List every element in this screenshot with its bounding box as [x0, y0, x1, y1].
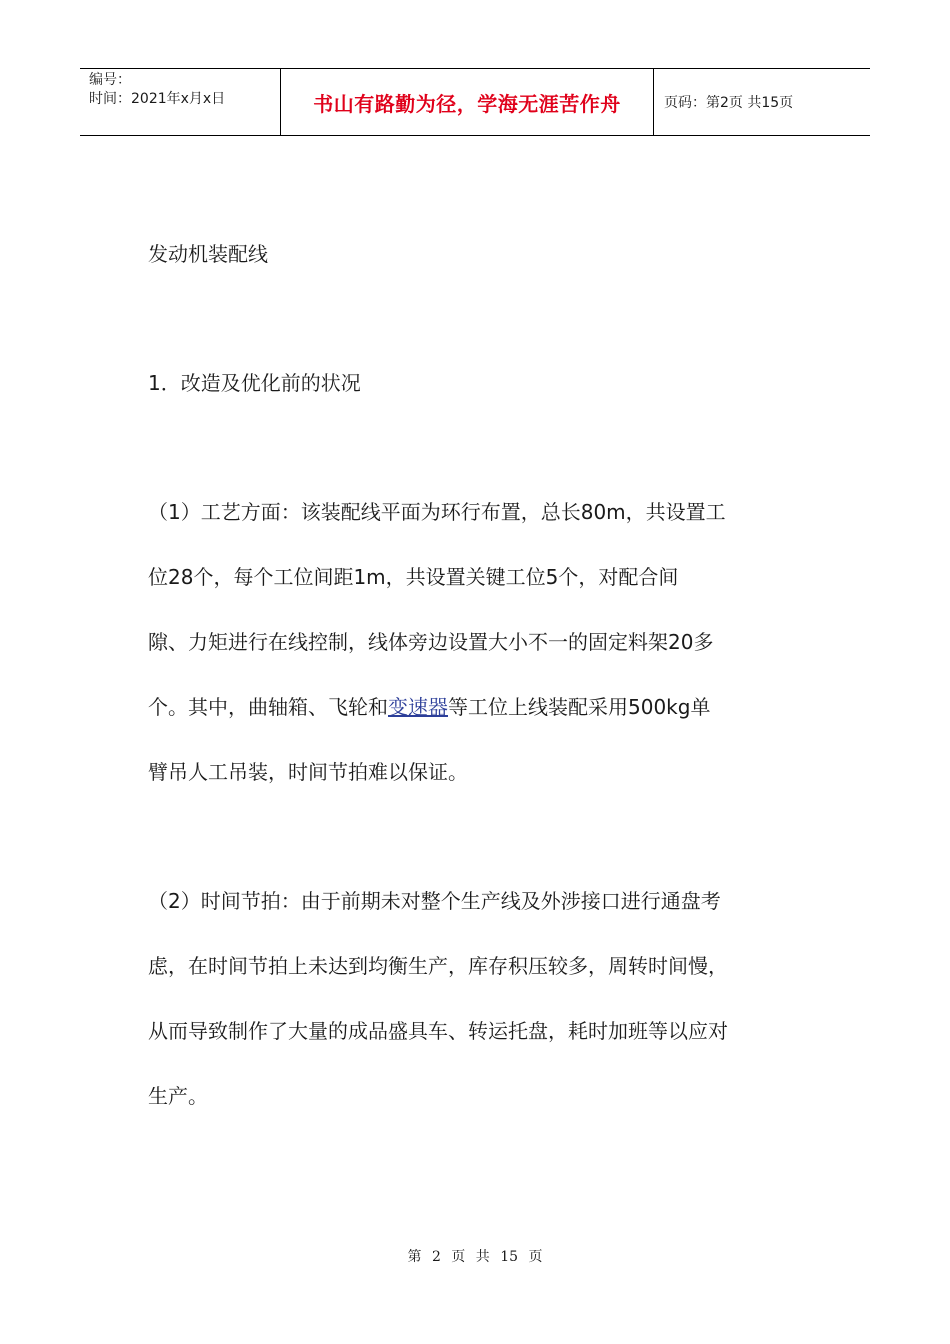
header-meta-cell: [80, 69, 281, 135]
paragraph-2-line-1: （2）时间节拍：由于前期未对整个生产线及外涉接口进行通盘考: [148, 889, 721, 913]
paragraph-2-line-4: 生产。: [148, 1084, 208, 1108]
header-page-info: 页码：第2页 共15页: [664, 95, 794, 111]
section-title: 发动机装配线: [148, 242, 268, 266]
paragraph-1-line-4-end: 等工位上线装配采用500kg单: [448, 695, 711, 719]
document-date: 时间：2021年x月x日: [89, 91, 226, 107]
header-motto-cell: [281, 69, 654, 135]
paragraph-1-line-2: 位28个，每个工位间距1m，共设置关键工位5个，对配合间: [148, 565, 679, 589]
paragraph-2-line-2: 虑，在时间节拍上未达到均衡生产，库存积压较多，周转时间慢，: [148, 954, 728, 978]
page-footer: 第 2 页 共 15 页: [407, 1249, 543, 1265]
motto-text: 书山有路勤为径，学海无涯苦作舟: [313, 91, 621, 116]
gearbox-link[interactable]: 变速器: [388, 695, 448, 719]
paragraph-1-line-4-start: 个。其中，曲轴箱、飞轮和: [148, 695, 388, 719]
header-table: [80, 68, 870, 136]
paragraph-1-line-4: [148, 691, 710, 720]
paragraph-2-line-3: 从而导致制作了大量的成品盛具车、转运托盘，耗时加班等以应对: [148, 1019, 728, 1043]
heading-status-before: 1．改造及优化前的状况: [148, 371, 361, 395]
paragraph-1-line-3: 隙、力矩进行在线控制，线体旁边设置大小不一的固定料架20多: [148, 630, 714, 654]
paragraph-1-line-5: 臂吊人工吊装，时间节拍难以保证。: [148, 760, 468, 784]
header-page-cell: [654, 69, 870, 135]
paragraph-1-line-1: （1）工艺方面：该装配线平面为环行布置，总长80m，共设置工: [148, 500, 726, 524]
document-number-label: 编号：: [89, 72, 131, 88]
